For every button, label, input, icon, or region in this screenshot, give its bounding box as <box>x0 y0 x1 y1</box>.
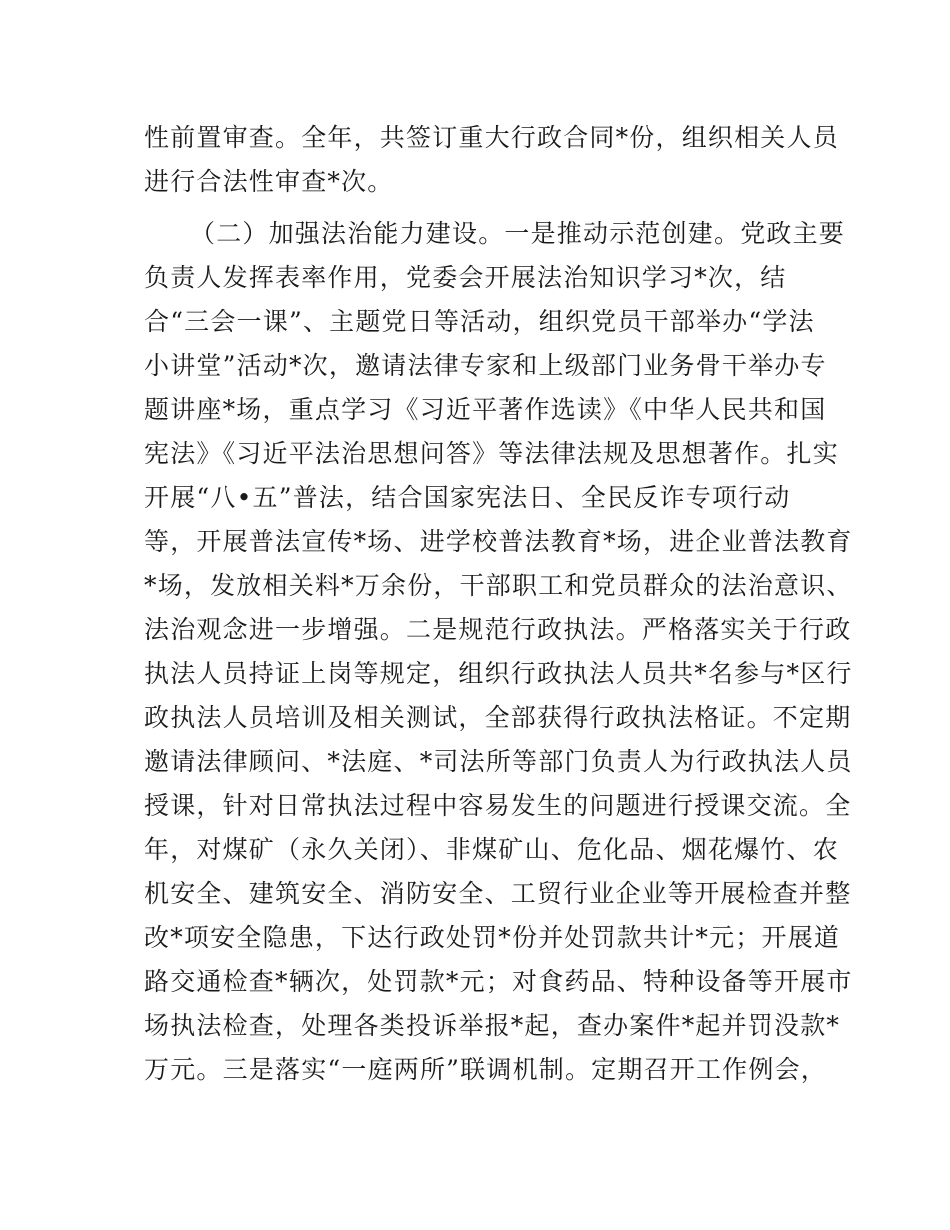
text-line: 性前置审查。全年，共签订重大行政合同*份，组织相关人员 <box>144 123 839 152</box>
text-line: 合“三会一课”、主题党日等活动，组织党员干部举办“学法 <box>144 307 815 336</box>
text-line: 法治观念进一步增强。二是规范行政执法。严格落实关于行政 <box>144 615 852 644</box>
text-line: 小讲堂”活动*次，邀请法律专家和上级部门业务骨干举办专 <box>144 351 827 380</box>
text-line: 授课，针对日常执法过程中容易发生的问题进行授课交流。全 <box>144 791 852 820</box>
text-line: 年，对煤矿（永久关闭）、非煤矿山、危化品、烟花爆竹、农 <box>144 835 839 864</box>
text-line: 等，开展普法宣传*场、进学校普法教育*场，进企业普法教育 <box>144 527 853 556</box>
text-line: 万元。三是落实“一庭两所”联调机制。定期召开工作例会， <box>144 1055 827 1084</box>
text-line: 题讲座*场，重点学习《习近平著作选读》《中华人民共和国 <box>144 395 827 424</box>
text-line: 邀请法律顾问、*法庭、*司法所等部门负责人为行政执法人员 <box>144 747 853 776</box>
text-line: 场执法检查，处理各类投诉举报*起，查办案件*起并罚没款* <box>144 1011 841 1040</box>
text-line: 宪法》《习近平法治思想问答》等法律法规及思想著作。扎实 <box>144 439 839 468</box>
text-line: 机安全、建筑安全、消防安全、工贸行业企业等开展检查并整 <box>144 879 852 908</box>
text-line: 执法人员持证上岗等规定，组织行政执法人员共*名参与*区行 <box>144 659 853 688</box>
text-line: 负责人发挥表率作用，党委会开展法治知识学习*次，结 <box>144 263 787 292</box>
text-line: 路交通检查*辆次，处罚款*元；对食药品、特种设备等开展市 <box>144 967 853 996</box>
text-line: 改*项安全隐患，下达行政处罚*份并处罚款共计*元；开展道 <box>144 923 841 952</box>
text-line: 政执法人员培训及相关测试，全部获得行政执法格证。不定期 <box>144 703 852 732</box>
text-line: 开展“八•五”普法，结合国家宪法日、全民反诈专项行动 <box>144 483 791 512</box>
text-line: *场，发放相关料*万余份，干部职工和党员群众的法治意识、 <box>144 571 853 600</box>
text-line: （二）加强法治能力建设。一是推动示范创建。党政主要 <box>190 219 846 248</box>
text-line: 进行合法性审查*次。 <box>144 167 394 196</box>
